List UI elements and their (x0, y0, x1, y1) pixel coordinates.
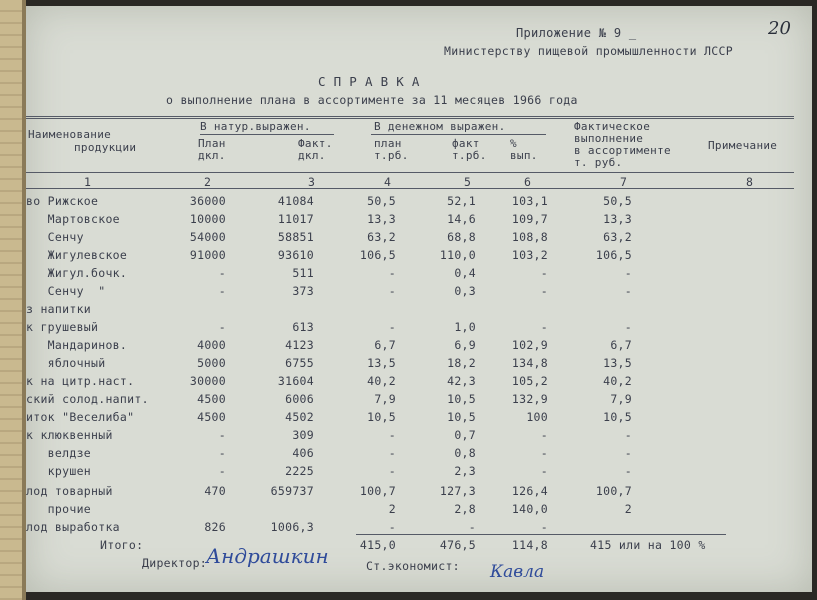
row-fact-trb: 10,5 (447, 410, 476, 424)
row-name: прочие (26, 502, 92, 516)
row-plan-dkl: 91000 (189, 248, 226, 262)
row-plan-trb: 6,7 (374, 338, 396, 352)
row-pct: 126,4 (511, 484, 548, 498)
row-name: к грушевый (26, 320, 99, 334)
row-plan-trb: 10,5 (367, 410, 396, 424)
row-name: к клюквенный (26, 428, 113, 442)
row-name: Жигул.бочк. (26, 266, 128, 280)
table-row (26, 374, 794, 392)
row-fact-trb: - (468, 520, 476, 534)
row-plan-trb: 7,9 (374, 392, 396, 406)
header-natural: В натур.выражен. (200, 120, 311, 133)
row-actual: 13,3 (603, 212, 632, 226)
row-fact-trb: 10,5 (447, 392, 476, 406)
row-pct: 134,8 (511, 356, 548, 370)
ministry-line: Министерству пищевой промышленности ЛССР (444, 44, 733, 58)
header-top-rule (26, 116, 794, 119)
table-row (26, 212, 794, 230)
header-plan-trb: план т.рб. (374, 137, 409, 162)
row-fact-dkl: 58851 (277, 230, 314, 244)
row-fact-trb: 0,3 (454, 284, 476, 298)
row-fact-dkl: 511 (292, 266, 314, 280)
page-number: 20 (768, 18, 791, 39)
row-pct: - (540, 464, 548, 478)
row-actual: 13,5 (603, 356, 632, 370)
row-fact-dkl: 2225 (285, 464, 314, 478)
table-row (26, 320, 794, 338)
header-actual: Фактическое выполнение в ассортименте т. руб. (574, 120, 671, 169)
document-title: С П Р А В К А (318, 74, 420, 89)
row-plan-dkl: - (218, 320, 226, 334)
table-row (26, 338, 794, 356)
row-plan-dkl: - (218, 266, 226, 280)
table-row (26, 392, 794, 410)
row-plan-trb: - (388, 520, 396, 534)
table-row (26, 230, 794, 248)
row-fact-dkl: 1006,3 (270, 520, 314, 534)
row-plan-trb: - (388, 284, 396, 298)
document-sheet (26, 6, 812, 592)
row-actual: 100,7 (595, 484, 632, 498)
row-plan-dkl: 4500 (197, 410, 226, 424)
total-actual: 415 или на 100 % (590, 538, 706, 552)
total-label: Итого: (100, 538, 144, 552)
row-actual: 6,7 (610, 338, 632, 352)
row-name: лод выработка (26, 520, 120, 534)
row-fact-trb: 0,8 (454, 446, 476, 460)
header-bottom-rule (26, 188, 794, 189)
row-name: Сенчу " (26, 284, 106, 298)
row-plan-dkl: 826 (204, 520, 226, 534)
row-plan-dkl: - (218, 446, 226, 460)
row-name: велдзе (26, 446, 92, 460)
header-money: В денежном выражен. (374, 120, 506, 133)
row-plan-trb: 50,5 (367, 194, 396, 208)
row-plan-trb: 106,5 (359, 248, 396, 262)
table-row (26, 266, 794, 284)
header-name-line1: Наименование (28, 128, 112, 141)
row-actual: 40,2 (603, 374, 632, 388)
row-pct: - (540, 428, 548, 442)
table-row (26, 446, 794, 464)
row-fact-trb: 6,9 (454, 338, 476, 352)
row-pct: 105,2 (511, 374, 548, 388)
row-name: Жигулевское (26, 248, 128, 262)
row-pct: - (540, 284, 548, 298)
archive-binder-edge (0, 0, 24, 600)
header-fact-trb: факт т.рб. (452, 137, 487, 162)
table-row (26, 502, 794, 520)
row-fact-trb: 2,8 (454, 502, 476, 516)
row-name: во Рижское (26, 194, 99, 208)
row-fact-dkl: 309 (292, 428, 314, 442)
money-underline (371, 134, 546, 135)
table-row (26, 484, 794, 502)
table-row (26, 284, 794, 302)
row-name: к на цитр.наст. (26, 374, 135, 388)
header-fact-dkl: Факт. дкл. (298, 137, 333, 162)
row-fact-dkl: 613 (292, 320, 314, 334)
row-plan-dkl: 36000 (189, 194, 226, 208)
table-row (26, 248, 794, 266)
row-fact-dkl: 6006 (285, 392, 314, 406)
row-fact-dkl: 4123 (285, 338, 314, 352)
natural-underline (200, 134, 334, 135)
row-fact-dkl: 93610 (277, 248, 314, 262)
row-actual: - (624, 464, 632, 478)
row-fact-trb: 1,0 (454, 320, 476, 334)
row-actual: 63,2 (603, 230, 632, 244)
row-pct: 109,7 (511, 212, 548, 226)
row-fact-dkl: 11017 (277, 212, 314, 226)
total-pct: 114,8 (511, 538, 548, 552)
row-actual: 50,5 (603, 194, 632, 208)
header-name-line2: продукции (74, 141, 137, 154)
row-fact-dkl: 406 (292, 446, 314, 460)
col-number-7: 7 (620, 175, 628, 189)
director-signature: Андрашкин (206, 544, 329, 568)
row-fact-dkl: 31604 (277, 374, 314, 388)
row-actual: - (624, 320, 632, 334)
row-pct: 103,1 (511, 194, 548, 208)
row-fact-dkl: 373 (292, 284, 314, 298)
row-fact-dkl: 4502 (285, 410, 314, 424)
row-pct: 132,9 (511, 392, 548, 406)
total-plan-trb: 415,0 (359, 538, 396, 552)
col-number-4: 4 (384, 175, 392, 189)
row-plan-dkl: 10000 (189, 212, 226, 226)
row-plan-trb: - (388, 428, 396, 442)
row-plan-trb: 2 (388, 502, 396, 516)
row-fact-trb: 110,0 (439, 248, 476, 262)
row-actual: - (624, 266, 632, 280)
row-name: з напитки (26, 302, 92, 316)
col-number-1: 1 (84, 175, 92, 189)
row-pct: 103,2 (511, 248, 548, 262)
row-name: Мартовское (26, 212, 120, 226)
row-plan-trb: 13,5 (367, 356, 396, 370)
row-pct: - (540, 446, 548, 460)
row-name: Сенчу (26, 230, 84, 244)
row-fact-trb: 68,8 (447, 230, 476, 244)
row-fact-trb: 14,6 (447, 212, 476, 226)
col-number-8: 8 (746, 175, 754, 189)
row-pct: - (540, 266, 548, 280)
row-pct: 108,8 (511, 230, 548, 244)
row-name: крушен (26, 464, 92, 478)
row-plan-trb: - (388, 446, 396, 460)
row-plan-trb: - (388, 266, 396, 280)
row-fact-trb: 52,1 (447, 194, 476, 208)
row-plan-trb: - (388, 320, 396, 334)
row-fact-dkl: 6755 (285, 356, 314, 370)
col-number-2: 2 (204, 175, 212, 189)
row-fact-trb: 0,4 (454, 266, 476, 280)
header-plan-dkl: План дкл. (198, 137, 226, 162)
header-mid-rule (26, 172, 794, 173)
row-actual: - (624, 428, 632, 442)
row-plan-dkl: 54000 (189, 230, 226, 244)
row-plan-trb: 13,3 (367, 212, 396, 226)
row-pct: 102,9 (511, 338, 548, 352)
row-actual: 10,5 (603, 410, 632, 424)
header-pct: % вып. (510, 137, 538, 162)
appendix-label: Приложение № 9 _ (516, 26, 637, 40)
row-plan-trb: 63,2 (367, 230, 396, 244)
row-plan-dkl: - (218, 428, 226, 442)
col-number-6: 6 (524, 175, 532, 189)
row-plan-dkl: 4500 (197, 392, 226, 406)
total-fact-trb: 476,5 (439, 538, 476, 552)
row-actual: - (624, 284, 632, 298)
economist-signature: Кавла (490, 562, 545, 582)
economist-label: Ст.экономист: (366, 559, 460, 573)
row-name: Мандаринов. (26, 338, 128, 352)
table-row (26, 194, 794, 212)
row-plan-dkl: - (218, 464, 226, 478)
row-fact-trb: 127,3 (439, 484, 476, 498)
totals-row (26, 538, 794, 556)
row-plan-dkl: 5000 (197, 356, 226, 370)
row-fact-dkl: 41084 (277, 194, 314, 208)
row-fact-trb: 42,3 (447, 374, 476, 388)
row-plan-trb: 40,2 (367, 374, 396, 388)
row-pct: 100 (526, 410, 548, 424)
document-subtitle: о выполнение плана в ассортименте за 11 месяцев 1966 года (166, 93, 578, 107)
table-row (26, 520, 794, 538)
header-note: Примечание (708, 139, 778, 152)
row-plan-trb: - (388, 464, 396, 478)
table-row (26, 302, 794, 320)
table-row (26, 410, 794, 428)
row-fact-trb: 0,7 (454, 428, 476, 442)
row-plan-dkl: 470 (204, 484, 226, 498)
row-fact-trb: 18,2 (447, 356, 476, 370)
row-actual: 7,9 (610, 392, 632, 406)
row-plan-dkl: 30000 (189, 374, 226, 388)
table-row (26, 428, 794, 446)
row-fact-trb: 2,3 (454, 464, 476, 478)
row-plan-dkl: - (218, 284, 226, 298)
col-number-5: 5 (464, 175, 472, 189)
row-pct: 140,0 (511, 502, 548, 516)
table-row (26, 464, 794, 482)
director-label: Директор: (142, 556, 208, 570)
table-row (26, 356, 794, 374)
row-name: иток "Веселиба" (26, 410, 135, 424)
row-actual: 2 (624, 502, 632, 516)
row-name: ский солод.напит. (26, 392, 149, 406)
totals-rule (356, 534, 726, 535)
row-pct: - (540, 320, 548, 334)
row-name: лод товарный (26, 484, 113, 498)
row-plan-dkl: 4000 (197, 338, 226, 352)
row-pct: - (540, 520, 548, 534)
row-actual: 106,5 (595, 248, 632, 262)
row-name: яблочный (26, 356, 106, 370)
col-number-3: 3 (308, 175, 316, 189)
row-fact-dkl: 659737 (270, 484, 314, 498)
row-actual: - (624, 446, 632, 460)
row-plan-trb: 100,7 (359, 484, 396, 498)
